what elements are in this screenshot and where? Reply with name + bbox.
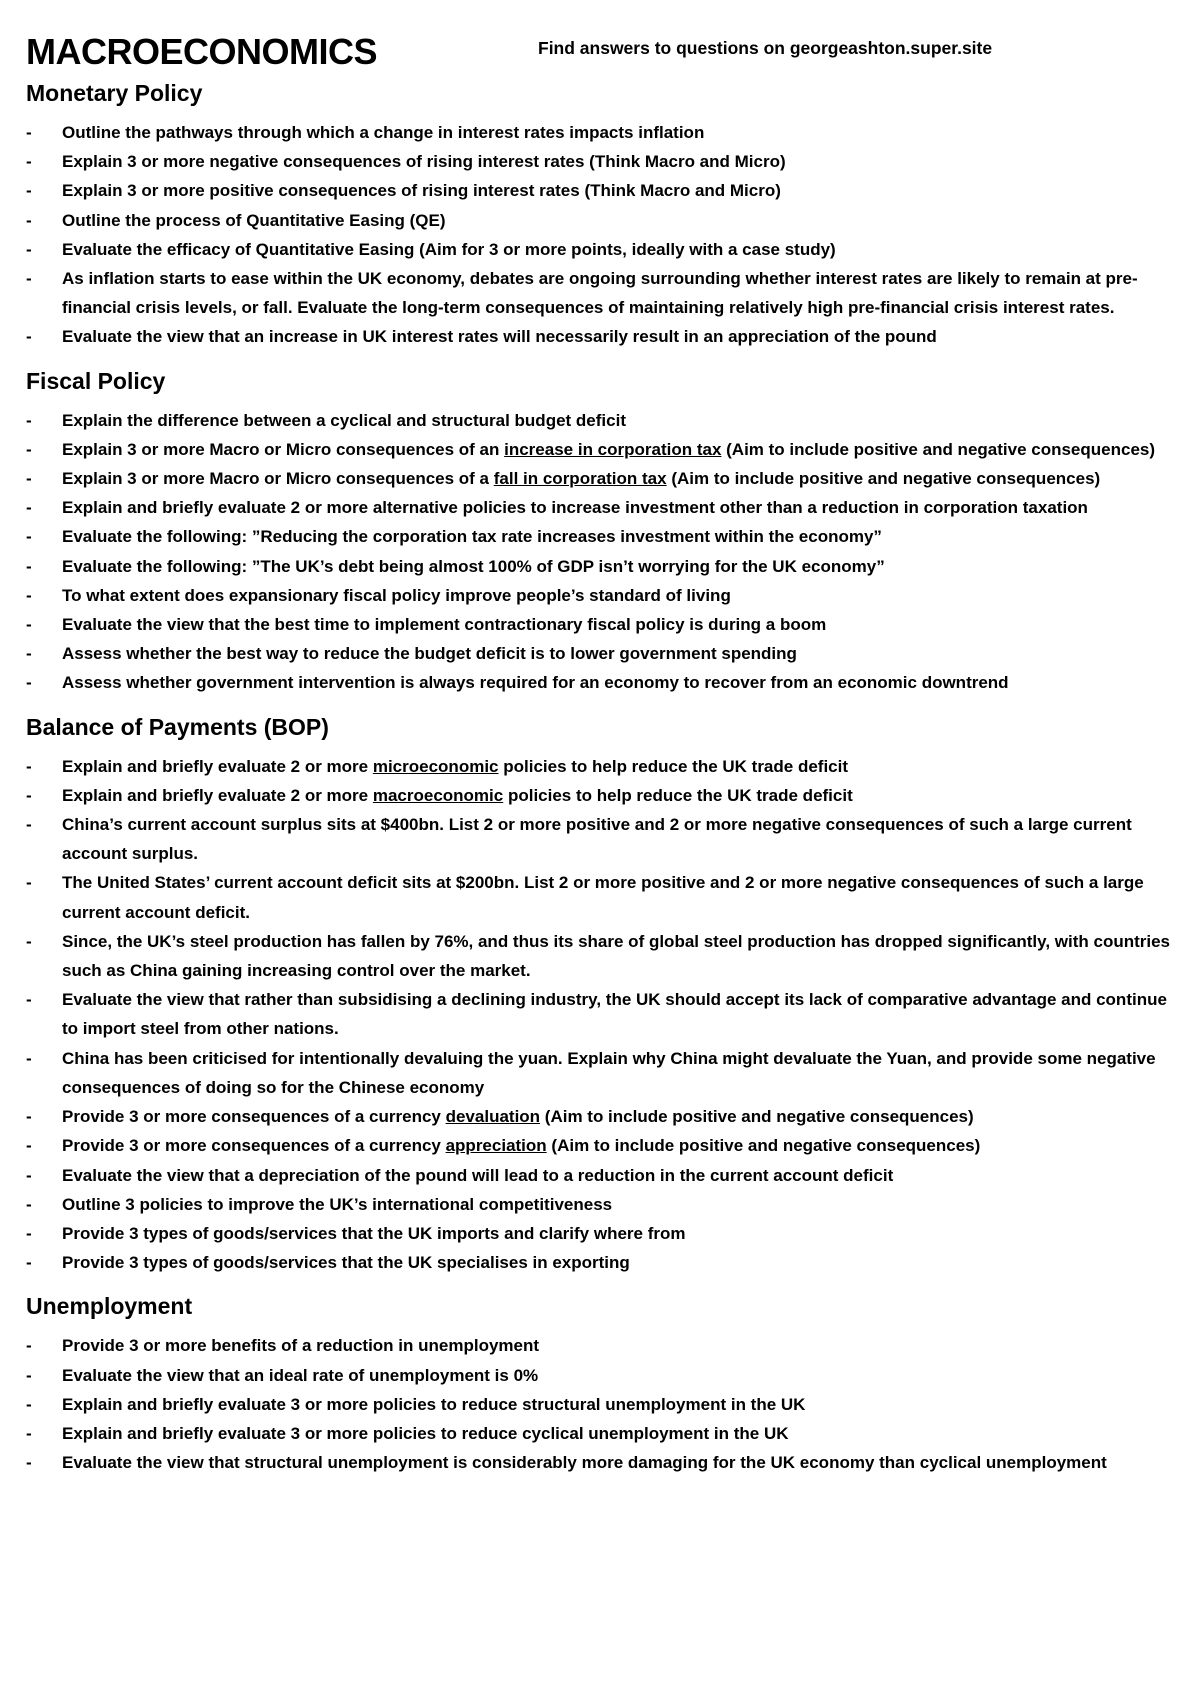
text-segment: Explain 3 or more positive consequences of rising interest rates (Think Macro and Micro) [62, 181, 781, 201]
question-list [26, 406, 1176, 698]
question-item [26, 176, 1176, 205]
section-heading: Balance of Payments (BOP) [26, 713, 329, 740]
question-item [26, 1331, 1176, 1360]
question-text [62, 152, 786, 171]
question-item [26, 781, 1176, 810]
text-segment: Explain and briefly evaluate 3 or more policies to reduce cyclical unemployment in the UK [62, 1423, 789, 1443]
question-text [62, 1136, 980, 1155]
text-segment: As inflation starts to ease within the UK economy, debates are ongoing surrounding whether interest rates are likely to remain at pre-financial crisis levels, or fall. Evaluate the long-term consequences of maintaining relatively high pre-financial crisis interest rates. [62, 269, 1138, 318]
dash-bullet: - [26, 931, 32, 951]
question-text [62, 1166, 893, 1185]
text-segment: China has been criticised for intentionally devaluing the yuan. Explain why China might devaluate the Yuan, and provide some negative consequences of doing so for the Chinese economy [62, 1048, 1156, 1097]
dash-bullet: - [26, 873, 32, 893]
text-segment: Outline the process of Quantitative Easing (QE) [62, 210, 446, 230]
topic-section [26, 366, 1176, 698]
dash-bullet: - [26, 410, 32, 430]
dash-bullet: - [26, 1365, 32, 1385]
dash-bullet: - [26, 1423, 32, 1443]
question-item [26, 610, 1176, 639]
dash-bullet: - [26, 1453, 32, 1473]
question-text [62, 240, 836, 259]
text-segment: Evaluate the view that rather than subsidising a declining industry, the UK should accept its lack of comparative advantage and continue to import steel from other nations. [62, 990, 1167, 1039]
question-text [62, 411, 626, 430]
underlined-term: devaluation [445, 1107, 541, 1127]
text-segment: China’s current account surplus sits at $400bn. List 2 or more positive and 2 or more negative consequences of such a large current account surplus. [62, 815, 1132, 864]
question-text [62, 1195, 612, 1214]
dash-bullet: - [26, 756, 32, 776]
text-segment: Explain and briefly evaluate 2 or more [62, 785, 373, 805]
question-text [62, 1253, 630, 1272]
topic-section [26, 712, 1176, 1278]
question-text [62, 527, 882, 546]
question-text [62, 269, 1138, 317]
text-segment: Assess whether government intervention is always required for an economy to recover from an economic downtrend [62, 673, 1009, 693]
dash-bullet: - [26, 181, 32, 201]
question-item [26, 264, 1176, 322]
question-item [26, 206, 1176, 235]
text-segment: Explain 3 or more Macro or Micro consequences of an [62, 439, 505, 459]
question-item [26, 1248, 1176, 1277]
question-text [62, 932, 1170, 980]
sections-container [26, 78, 1176, 1477]
underlined-term: increase in corporation tax [504, 439, 722, 459]
text-segment: (Aim to include positive and negative consequences) [666, 469, 1101, 489]
text-segment: Provide 3 types of goods/services that the UK specialises in exporting [62, 1253, 630, 1273]
question-text [62, 1336, 539, 1355]
dash-bullet: - [26, 1136, 32, 1156]
question-text [62, 211, 446, 230]
question-text [62, 469, 1100, 488]
dash-bullet: - [26, 585, 32, 605]
dash-bullet: - [26, 785, 32, 805]
dash-bullet: - [26, 439, 32, 459]
question-item [26, 927, 1176, 985]
text-segment: Explain 3 or more negative consequences of rising interest rates (Think Macro and Micro) [62, 152, 786, 172]
question-text [62, 1453, 1107, 1472]
text-segment: Evaluate the following: ”The UK’s debt being almost 100% of GDP isn’t worrying for the UK economy” [62, 556, 885, 576]
dash-bullet: - [26, 1194, 32, 1214]
text-segment: Evaluate the view that a depreciation of the pound will lead to a reduction in the current account deficit [62, 1165, 894, 1185]
question-text [62, 586, 731, 605]
underlined-term: microeconomic [372, 756, 499, 776]
text-segment: Evaluate the view that the best time to implement contractionary fiscal policy is during a boom [62, 615, 827, 635]
text-segment: Explain the difference between a cyclical and structural budget deficit [62, 410, 626, 430]
question-item [26, 1419, 1176, 1448]
question-text [62, 873, 1144, 921]
question-item [26, 1102, 1176, 1131]
question-list [26, 752, 1176, 1278]
question-item [26, 118, 1176, 147]
question-text [62, 498, 1088, 517]
text-segment: policies to help reduce the UK trade deficit [498, 756, 849, 776]
dash-bullet: - [26, 556, 32, 576]
question-item [26, 493, 1176, 522]
question-item [26, 1044, 1176, 1102]
underlined-term: fall in corporation tax [493, 469, 667, 489]
question-item [26, 639, 1176, 668]
text-segment: Assess whether the best way to reduce the budget deficit is to lower government spending [62, 644, 797, 664]
underlined-term: macroeconomic [372, 785, 504, 805]
dash-bullet: - [26, 527, 32, 547]
section-heading: Unemployment [26, 1293, 193, 1320]
dash-bullet: - [26, 123, 32, 142]
text-segment: Evaluate the view that an increase in UK interest rates will necessarily result in an appreciation of the pound [62, 327, 937, 347]
text-segment: (Aim to include positive and negative consequences) [721, 439, 1156, 459]
question-text [62, 815, 1132, 863]
text-segment: Since, the UK’s steel production has fallen by 76%, and thus its share of global steel production has dropped significantly, with countries such as China gaining increasing control over the market. [62, 931, 1171, 981]
dash-bullet: - [26, 498, 32, 518]
text-segment: (Aim to include positive and negative consequences) [546, 1136, 981, 1156]
dash-bullet: - [26, 615, 32, 635]
section-heading: Fiscal Policy [26, 367, 166, 394]
question-item [26, 235, 1176, 264]
question-item [26, 581, 1176, 610]
question-item [26, 522, 1176, 551]
question-item [26, 435, 1176, 464]
document-title: MACROECONOMICS [26, 31, 377, 72]
question-text [62, 1224, 686, 1243]
question-list [26, 1331, 1176, 1477]
text-segment: Provide 3 or more consequences of a currency [62, 1107, 446, 1127]
question-text [62, 615, 826, 634]
dash-bullet: - [26, 1336, 32, 1356]
dash-bullet: - [26, 1107, 32, 1127]
question-item [26, 1131, 1176, 1160]
question-item [26, 322, 1176, 351]
text-segment: To what extent does expansionary fiscal policy improve people’s standard of living [62, 585, 731, 605]
text-segment: Provide 3 types of goods/services that the UK imports and clarify where from [62, 1223, 686, 1243]
dash-bullet: - [26, 1165, 32, 1185]
text-segment: Explain and briefly evaluate 2 or more alternative policies to increase investment other than a reduction in corporation taxation [62, 498, 1088, 518]
text-segment: Provide 3 or more benefits of a reduction in unemployment [62, 1336, 540, 1356]
question-item [26, 868, 1176, 926]
dash-bullet: - [26, 1223, 32, 1243]
question-item [26, 810, 1176, 868]
text-segment: Outline the pathways through which a change in interest rates impacts inflation [62, 123, 705, 142]
underlined-term: appreciation [445, 1136, 547, 1156]
topic-section [26, 78, 1176, 352]
text-segment: Outline 3 policies to improve the UK’s international competitiveness [62, 1194, 613, 1214]
text-segment: Explain and briefly evaluate 3 or more policies to reduce structural unemployment in the UK [62, 1394, 806, 1414]
question-text [62, 1424, 789, 1443]
dash-bullet: - [26, 239, 32, 259]
dash-bullet: - [26, 269, 32, 289]
document-header [26, 30, 1176, 78]
question-item [26, 406, 1176, 435]
answers-site-note: Find answers to questions on georgeashton.super.site [538, 38, 993, 58]
question-text [62, 327, 937, 346]
question-list [26, 118, 1176, 352]
question-item [26, 1390, 1176, 1419]
question-text [62, 1366, 538, 1385]
question-text [62, 181, 781, 200]
section-heading: Monetary Policy [26, 80, 203, 106]
question-text [62, 786, 853, 805]
question-item [26, 1161, 1176, 1190]
text-segment: Explain and briefly evaluate 2 or more [62, 756, 373, 776]
question-item [26, 464, 1176, 493]
text-segment: Evaluate the view that structural unemployment is considerably more damaging for the UK economy than cyclical unemployment [62, 1453, 1107, 1473]
question-text [62, 1107, 974, 1126]
question-item [26, 552, 1176, 581]
question-text [62, 1395, 805, 1414]
text-segment: The United States’ current account deficit sits at $200bn. List 2 or more positive and 2 or more negative consequences of such a large current account deficit. [62, 873, 1144, 922]
text-segment: Explain 3 or more Macro or Micro consequences of a [62, 469, 494, 489]
question-text [62, 644, 797, 663]
dash-bullet: - [26, 210, 32, 230]
dash-bullet: - [26, 815, 32, 835]
topic-section [26, 1291, 1176, 1477]
dash-bullet: - [26, 644, 32, 664]
question-text [62, 673, 1009, 692]
dash-bullet: - [26, 327, 32, 347]
dash-bullet: - [26, 990, 32, 1010]
question-text [62, 757, 848, 776]
text-segment: Evaluate the view that an ideal rate of unemployment is 0% [62, 1365, 539, 1385]
dash-bullet: - [26, 1048, 32, 1068]
question-text [62, 557, 885, 576]
text-segment: policies to help reduce the UK trade deficit [503, 785, 853, 805]
question-text [62, 1049, 1156, 1097]
question-item [26, 147, 1176, 176]
question-item [26, 985, 1176, 1043]
question-text [62, 123, 704, 142]
dash-bullet: - [26, 1394, 32, 1414]
question-item [26, 1190, 1176, 1219]
question-item [26, 1219, 1176, 1248]
question-item [26, 1361, 1176, 1390]
dash-bullet: - [26, 1253, 32, 1273]
question-item [26, 752, 1176, 781]
question-text [62, 440, 1155, 459]
dash-bullet: - [26, 152, 32, 172]
question-text [62, 990, 1167, 1038]
text-segment: Evaluate the efficacy of Quantitative Easing (Aim for 3 or more points, ideally with a case study) [62, 239, 836, 259]
question-item [26, 668, 1176, 697]
text-segment: (Aim to include positive and negative consequences) [540, 1107, 974, 1127]
text-segment: Evaluate the following: ”Reducing the corporation tax rate increases investment within the economy” [62, 527, 882, 547]
text-segment: Provide 3 or more consequences of a currency [62, 1136, 446, 1156]
dash-bullet: - [26, 469, 32, 489]
dash-bullet: - [26, 673, 32, 693]
question-item [26, 1448, 1176, 1477]
